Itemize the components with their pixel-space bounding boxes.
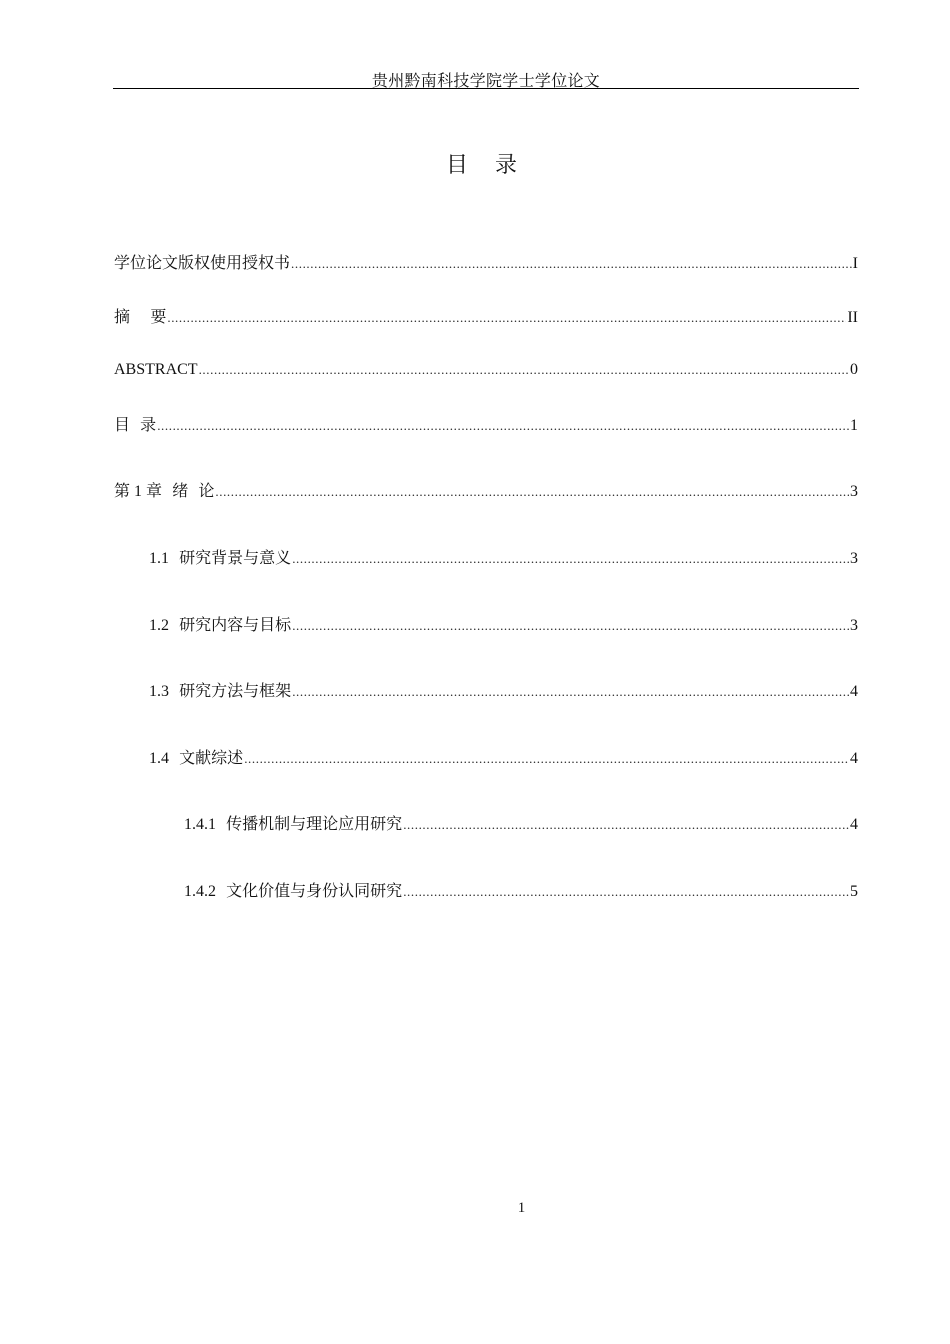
dot-leader [292, 682, 849, 702]
toc-page-number: 1 [850, 417, 858, 434]
toc-entry-1-1[interactable] [149, 548, 858, 569]
toc-entry-number: 1.3 [149, 683, 169, 700]
page-title: 目 录 [446, 153, 527, 178]
dot-leader [167, 308, 846, 328]
toc-entry-text: 传播机制与理论应用研究 [226, 814, 403, 833]
toc-entry-text: 文化价值与身份认同研究 [226, 881, 403, 900]
toc-page-number: 3 [850, 550, 858, 567]
dot-leader [403, 815, 849, 835]
dot-leader [199, 360, 849, 380]
toc-entry-title: 摘 要 [114, 307, 167, 326]
toc-page-number: II [847, 309, 858, 326]
toc-entry-1-4-1[interactable] [184, 814, 858, 835]
dot-leader [215, 482, 849, 502]
running-header: 贵州黔南科技学院学士学位论文 [371, 73, 601, 90]
toc-entry-text: 研究内容与目标 [179, 615, 292, 634]
toc-page-number: 4 [850, 750, 858, 767]
toc-entry-1-3[interactable] [149, 681, 858, 702]
toc-entry-number: 1.4 [149, 750, 169, 767]
toc-entry-text: 文献综述 [179, 748, 244, 767]
dot-leader [157, 416, 849, 436]
toc-entry-number: 1.2 [149, 617, 169, 634]
toc-entry-number: 第 1 章 [114, 483, 163, 500]
dot-leader [292, 549, 849, 569]
toc-entry-chapter-1[interactable] [114, 481, 858, 502]
toc-entry-number: 1.4.2 [184, 883, 216, 900]
toc-entry-title [149, 548, 291, 569]
toc-entry-abstract-en[interactable] [114, 360, 858, 380]
toc-page-number: 0 [850, 361, 858, 378]
toc-entry-title [149, 748, 243, 769]
toc-entry-title [184, 881, 402, 902]
toc-entry-title: 学位论文版权使用授权书 [114, 253, 291, 272]
toc-page-number: 3 [850, 483, 858, 500]
dot-leader [291, 254, 852, 274]
dot-leader [244, 749, 849, 769]
toc-page-number: 4 [850, 816, 858, 833]
toc-entry-1-4[interactable] [149, 748, 858, 769]
toc-entry-title [114, 481, 214, 502]
toc-entry-title [149, 615, 291, 636]
toc-entry-text: 研究背景与意义 [179, 548, 292, 567]
toc-entry-title: ABSTRACT [114, 361, 198, 378]
toc-entry-number: 1.4.1 [184, 816, 216, 833]
toc-page-number: 3 [850, 617, 858, 634]
toc-entry-copyright[interactable] [114, 253, 858, 274]
toc-entry-title: 目 录 [114, 415, 157, 434]
toc-entry-text: 研究方法与框架 [179, 681, 292, 700]
toc-page-number: I [852, 255, 858, 272]
toc-entry-text: 绪 论 [172, 481, 215, 500]
dot-leader [292, 616, 849, 636]
toc-entry-abstract-cn[interactable] [114, 307, 858, 328]
dot-leader [403, 882, 849, 902]
toc-entry-contents[interactable] [114, 415, 858, 436]
toc-page-number: 5 [850, 883, 858, 900]
toc-entry-title [149, 681, 291, 702]
toc-entry-1-2[interactable] [149, 615, 858, 636]
toc-page-number: 4 [850, 683, 858, 700]
toc-entry-1-4-2[interactable] [184, 881, 858, 902]
toc-entry-number: 1.1 [149, 550, 169, 567]
page-number-footer: 1 [517, 1200, 526, 1216]
toc-entry-title [184, 814, 402, 835]
